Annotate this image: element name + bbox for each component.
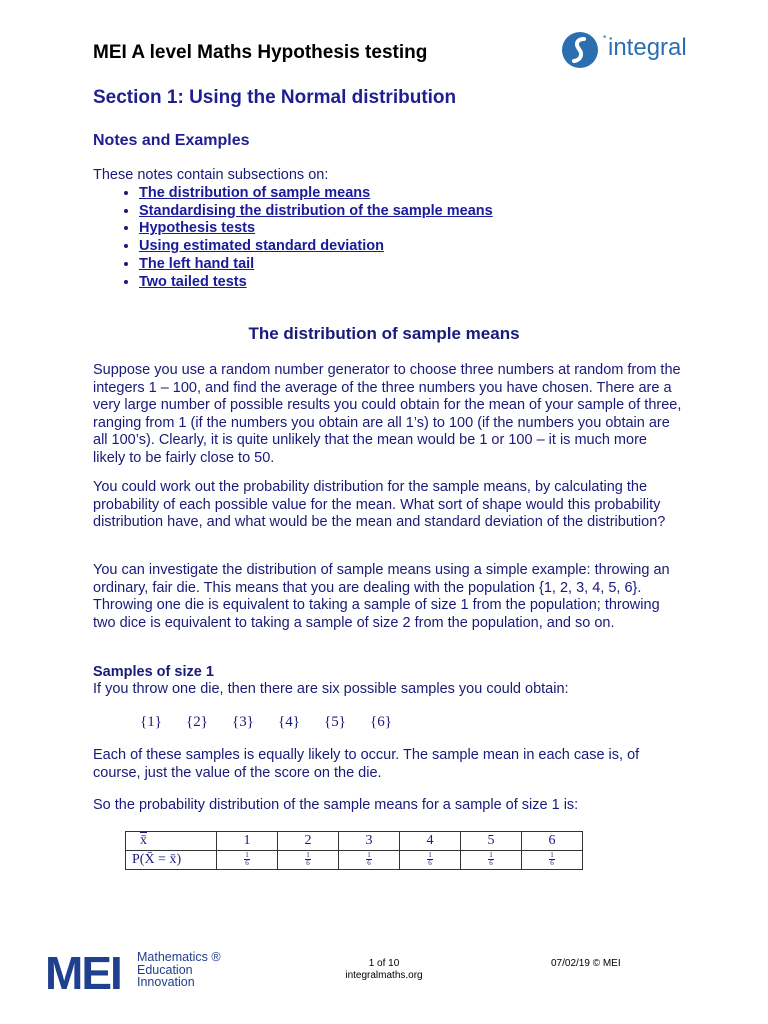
table-header-cell: x̄ [126, 832, 217, 851]
table-cell [461, 851, 522, 870]
mei-logo-mark: MEI [45, 947, 121, 999]
table-cell [522, 851, 583, 870]
table-cell: 5 [461, 832, 522, 851]
list-item [139, 238, 493, 256]
samples-text: If you throw one die, then there are six possible samples you could obtain: [93, 681, 569, 697]
probability-table [125, 831, 583, 870]
fraction: $\frac{1}{6}$ [306, 851, 310, 868]
mei-logo-text: Mathematics ® Education Innovation [137, 950, 221, 989]
table-cell: 1 [217, 832, 278, 851]
table-cell [278, 851, 339, 870]
notes-heading: Notes and Examples [93, 132, 250, 149]
paragraph: You could work out the probability distribution for the sample means, by calculating the probability of each possible value for the mean. What sort of shape would this probability distribution have, and what would be the mean and standard deviation of the distribution? [93, 479, 666, 530]
footer-site: integralmaths.org [345, 970, 423, 981]
list-item [139, 256, 493, 274]
subsection-link[interactable]: The distribution of sample means [139, 185, 371, 201]
page-footer [0, 958, 768, 982]
fraction: $\frac{1}{6}$ [367, 851, 371, 868]
list-item [139, 203, 493, 221]
sample-set: {1} [140, 714, 162, 730]
subsection-link[interactable]: Hypothesis tests [139, 220, 256, 237]
subsection-heading: The distribution of sample means [248, 324, 520, 343]
paragraph: Suppose you use a random number generator to choose three numbers at random from the integers 1 – 100, and find the average of the three numbers you have chosen. There are a very large number of possible results you could obtain for the mean of your sample of three, ranging from 1 (if the numbers you obtain are all 1’s) to 100 (if the numbers you obtain are all 100’s). Clearly, it is quite unlikely that the mean would be 1 or 100 – it is much more likely to be fairly close to 50. [93, 362, 682, 466]
fraction: $\frac{1}{6}$ [550, 851, 554, 868]
subsection-link[interactable]: Two tailed tests [139, 273, 247, 290]
subsection-list [93, 185, 493, 291]
table-row [126, 851, 583, 870]
integral-logo-icon [560, 30, 600, 70]
document-title: MEI A level Maths Hypothesis testing [93, 42, 428, 63]
table-cell: 4 [400, 832, 461, 851]
paragraph: Each of these samples is equally likely to occur. The sample mean in each case is, of course, just the value of the score on the die. [93, 747, 640, 781]
table-cell [217, 851, 278, 870]
fraction: $\frac{1}{6}$ [428, 851, 432, 868]
intro-text: These notes contain subsections on: [93, 167, 329, 183]
paragraph: You can investigate the distribution of sample means using a simple example: throwing an ordinary, fair die. This means that you are dealing with the population {1, 2, 3, 4, 5, 6}. Throwing one die is equivalent to taking a sample of size 1 from the population; throwing two dice is equivalent to taking a sample of size 2 from the population, and so on. [93, 562, 670, 631]
subsection-link[interactable]: Standardising the distribution of the sample means [139, 202, 493, 219]
subsection-link[interactable]: The left hand tail [139, 255, 255, 272]
sample-set: {3} [232, 714, 254, 730]
table-cell: 6 [522, 832, 583, 851]
list-item [139, 274, 493, 292]
table-cell: 3 [339, 832, 400, 851]
list-item [139, 220, 493, 238]
integral-logo [560, 30, 710, 70]
logo-dots: '' [603, 34, 606, 46]
table-row [126, 832, 583, 851]
table-cell: 2 [278, 832, 339, 851]
sample-set: {6} [370, 714, 392, 730]
sample-set: {2} [186, 714, 208, 730]
paragraph: So the probability distribution of the sample means for a sample of size 1 is: [93, 797, 579, 813]
sample-set-list [140, 714, 416, 731]
table-cell [339, 851, 400, 870]
sample-set: {4} [278, 714, 300, 730]
samples-heading: Samples of size 1 [93, 664, 214, 680]
fraction: $\frac{1}{6}$ [489, 851, 493, 868]
subsection-link[interactable]: Using estimated standard deviation [139, 238, 384, 255]
fraction: $\frac{1}{6}$ [245, 851, 249, 868]
logo-text: integral [608, 34, 687, 61]
page-number: 1 of 10 [368, 958, 400, 969]
footer-date: 07/02/19 © MEI [551, 958, 621, 969]
table-cell [400, 851, 461, 870]
table-header-cell: P(X̄ = x̄) [126, 851, 217, 870]
sample-set: {5} [324, 714, 346, 730]
list-item [139, 185, 493, 203]
section-title: Section 1: Using the Normal distribution [93, 87, 457, 108]
